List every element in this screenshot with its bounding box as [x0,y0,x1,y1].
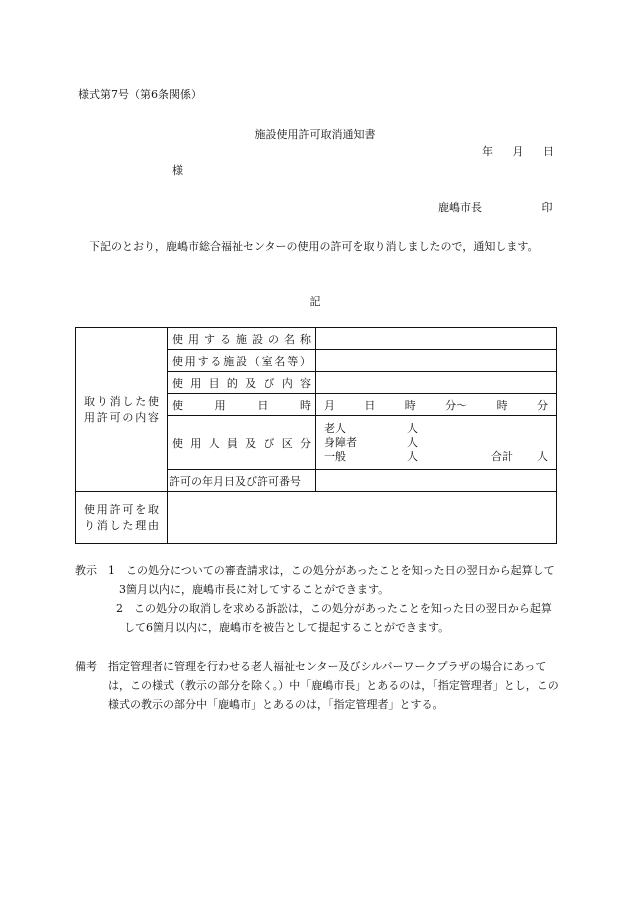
people-elderly: 老人 [324,421,346,435]
date-year: 年 [482,145,493,158]
purpose-value [316,372,557,394]
reason-value [168,492,557,544]
document-title: 施設使用許可取消通知書 [254,128,376,141]
datetime-minute-start: 分～ [445,398,468,412]
people-disabled: 身障者 [324,435,357,449]
people-total-label: 合計 [491,449,513,463]
permit-value [316,470,557,492]
section-label-cell [76,328,168,492]
people-total-unit: 人 [537,449,548,463]
kyoji-item-2-text: 2 この処分の取消しを求める訴訟は，この処分があったことを知った日の翌日から起算して6箇月以内に，鹿嶋市を被告として提起することができます。 [116,602,552,634]
date-month: 月 [512,145,524,158]
datetime-hour-start: 時 [404,398,416,412]
biko-body: 指定管理者に管理を行わせる老人福祉センター及びシルバーワークプラザの場合にあっては，この様式（教示の部分を除く。）中「鹿嶋市長」とあるのは，「指定管理者」とし，この様式の教示の部分中「鹿嶋市」とあるのは，「指定管理者」とする。 [108,660,559,711]
people-label: 使用人員及び区分 [168,416,316,470]
datetime-value [316,394,557,416]
date-line [466,143,554,159]
sender-line [438,199,553,215]
kyoji-item-2 [108,599,560,637]
datetime-month: 月 [324,398,335,412]
facility-name-label: 使用する施設の名称 [168,328,316,350]
people-unit: 人 [407,449,418,463]
datetime-day: 日 [364,398,376,412]
people-total [491,450,548,464]
facility-room-label: 使用する施設（室名等） [168,350,316,372]
datetime-minute-end: 分 [536,398,548,412]
biko-label: 備考 [75,660,97,673]
table-row [76,492,557,544]
kyoji-label: 教示 [75,564,97,577]
people-general: 一般 [324,449,346,463]
permit-label: 許可の年月日及び許可番号 [168,470,316,492]
section-label: 取り消した使用許可の内容 [84,394,159,424]
recipient-suffix: 様 [172,164,183,177]
datetime-label: 使用日時 [168,394,316,416]
kyoji-item-1-text: 1 この処分についての審査請求は，この処分があったことを知った日の翌日から起算して3箇月以内に，鹿嶋市長に対してすることができます。 [108,564,555,596]
seal-mark: 印 [541,201,553,214]
kyoji-item-1 [108,561,560,599]
people-unit: 人 [407,435,418,449]
facility-name-value [316,328,557,350]
datetime-hour-end: 時 [496,398,508,412]
purpose-label: 使用目的及び内容 [168,372,316,394]
ki-heading: 記 [309,295,321,308]
biko-text [108,657,560,714]
form-number: 様式第7号（第6条関係） [78,88,202,101]
table-row [76,328,557,350]
body-text: 下記のとおり，鹿嶋市総合福祉センターの使用の許可を取り消しましたので，通知します。 [89,240,539,253]
people-value [316,416,557,470]
reason-label: 使用許可を取り消した理由 [76,492,168,544]
date-day: 日 [543,145,554,158]
facility-room-value [316,350,557,372]
revocation-table [75,327,557,544]
sender-name: 鹿嶋市長 [438,201,482,214]
people-unit: 人 [407,421,418,435]
